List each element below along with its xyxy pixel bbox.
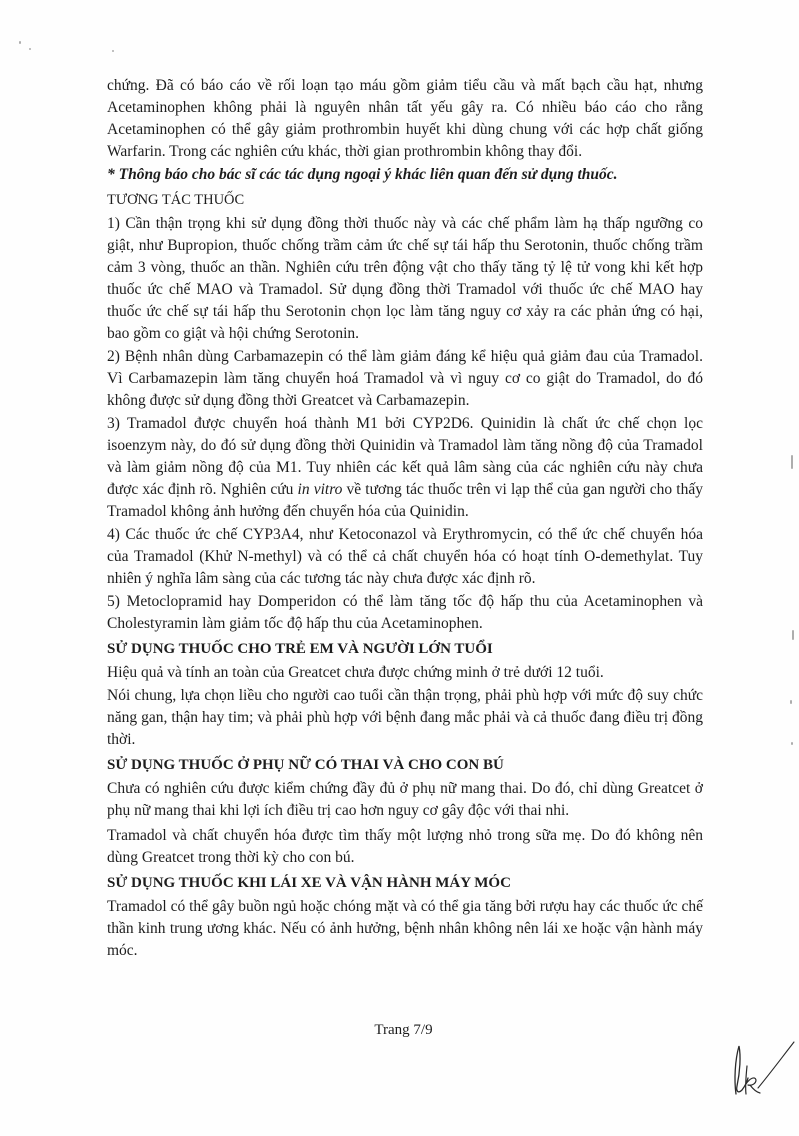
scan-speck bbox=[791, 455, 793, 469]
pediatric-paragraph: Hiệu quả và tính an toàn của Greatcet chưa được chứng minh ở trẻ dưới 12 tuổi. bbox=[107, 664, 604, 681]
continuation-paragraph: chứng. Đã có báo cáo về rối loạn tạo máu gồm giảm tiểu cầu và mất bạch cầu hạt, nhưng Acetaminophen không phải là nguyên nhân tất yếu gây ra. Có nhiều báo cáo cho rằng Acetaminophen có thể gây giảm prothrombin huyết khi dùng chung với các hợp chất giống Warfarin. Trong các nghiên cứu khác, thời gian prothrombin không thay đổi. bbox=[107, 77, 703, 160]
elderly-paragraph: Nói chung, lựa chọn liều cho người cao tuổi cần thận trọng, phải phù hợp với mức độ suy chức năng gan, thận hay tim; và phải phù hợp với bệnh đang mắc phải và cả thuốc đang điều trị đồng thời. bbox=[107, 687, 703, 748]
interactions-heading: TƯƠNG TÁC THUỐC bbox=[107, 192, 245, 208]
interaction-item-3-text-start: 3) Tramadol được chuyển hoá thành M1 bởi CYP2D6. Quinidin là chất ức chế chọn lọc isoenzym này, do đó sử dụng đồng thời Quinidin và Tramadol làm tăng nồng độ của Tramadol và làm giảm nồng độ của M1. Tuy nhiên các kết quả lâm sàng của các nghiên cứu này chưa được xác định rõ. Nghiên cứu bbox=[107, 415, 703, 498]
scan-speck bbox=[19, 41, 21, 44]
pregnancy-lactation-heading: SỬ DỤNG THUỐC Ở PHỤ NỮ CÓ THAI VÀ CHO CON BÚ bbox=[107, 757, 504, 773]
driving-paragraph: Tramadol có thể gây buồn ngủ hoặc chóng mặt và có thể gia tăng bởi rượu hay các thuốc ức chế thần kinh trung ương khác. Nếu có ảnh hưởng, bệnh nhân không nên lái xe hoặc vận hành máy móc. bbox=[107, 898, 703, 959]
interaction-item-1: 1) Cần thận trọng khi sử dụng đồng thời thuốc này và các chế phẩm làm hạ thấp ngưỡng co giật, như Bupropion, thuốc chống trầm cảm ức chế sự tái hấp thu Serotonin, thuốc chống trầm cảm 3 vòng, thuốc an thần. Nghiên cứu trên động vật cho thấy tăng tỷ lệ tử vong khi kết hợp thuốc ức chế MAO và Tramadol. Sử dụng đồng thời Tramadol với thuốc ức chế MAO hay thuốc ức chế sự tái hấp thu Serotonin chọn lọc làm tăng nguy cơ xảy ra các phản ứng có hại, bao gồm co giật và hội chứng Serotonin. bbox=[107, 215, 703, 342]
signature-stroke bbox=[758, 1042, 794, 1088]
in-vitro-term: in vitro bbox=[297, 481, 343, 498]
interaction-item-3 bbox=[107, 413, 703, 523]
scan-speck bbox=[112, 50, 114, 52]
adverse-effects-note: * Thông báo cho bác sĩ các tác dụng ngoại ý khác liên quan đến sử dụng thuốc. bbox=[107, 166, 618, 183]
scan-speck bbox=[29, 48, 31, 50]
scan-speck bbox=[791, 742, 793, 745]
interaction-item-4: 4) Các thuốc ức chế CYP3A4, như Ketoconazol và Erythromycin, có thể ức chế chuyển hóa của Tramadol (Khử N-methyl) và có thể cả chất chuyển hóa có hoạt tính O-demethylat. Tuy nhiên ý nghĩa lâm sàng của các tương tác này chưa được xác định rõ. bbox=[107, 526, 703, 587]
signature-mark bbox=[726, 1036, 796, 1100]
interaction-item-2: 2) Bệnh nhân dùng Carbamazepin có thể làm giảm đáng kể hiệu quả giảm đau của Tramadol. Vì Carbamazepin làm tăng chuyển hoá Tramadol và vì nguy cơ co giật do Tramadol, do đó không được sử dụng đồng thời Greatcet và Carbamazepin. bbox=[107, 348, 703, 409]
lactation-paragraph: Tramadol và chất chuyển hóa được tìm thấy một lượng nhỏ trong sữa mẹ. Do đó không nên dùng Greatcet trong thời kỳ cho con bú. bbox=[107, 827, 703, 866]
page-content bbox=[107, 75, 703, 963]
pediatric-elderly-heading: SỬ DỤNG THUỐC CHO TRẺ EM VÀ NGƯỜI LỚN TUỔI bbox=[107, 641, 493, 657]
scan-speck bbox=[790, 700, 792, 704]
pregnancy-paragraph: Chưa có nghiên cứu được kiểm chứng đầy đủ ở phụ nữ mang thai. Do đó, chỉ dùng Greatcet ở phụ nữ mang thai khi lợi ích điều trị cao hơn nguy cơ gây độc với thai nhi. bbox=[107, 780, 703, 819]
interaction-item-5: 5) Metoclopramid hay Domperidon có thể làm tăng tốc độ hấp thu của Acetaminophen và Cholestyramin làm giảm tốc độ hấp thu của Acetaminophen. bbox=[107, 593, 703, 632]
driving-heading: SỬ DỤNG THUỐC KHI LÁI XE VÀ VẬN HÀNH MÁY MÓC bbox=[107, 875, 511, 891]
scan-speck bbox=[792, 630, 794, 640]
page-number: Trang 7/9 bbox=[374, 1022, 433, 1038]
interaction-item-3-text-end: về tương tác thuốc trên vi lạp thể của gan người cho thấy Tramadol không ảnh hưởng đến chuyển hóa của Quinidin. bbox=[107, 481, 703, 520]
